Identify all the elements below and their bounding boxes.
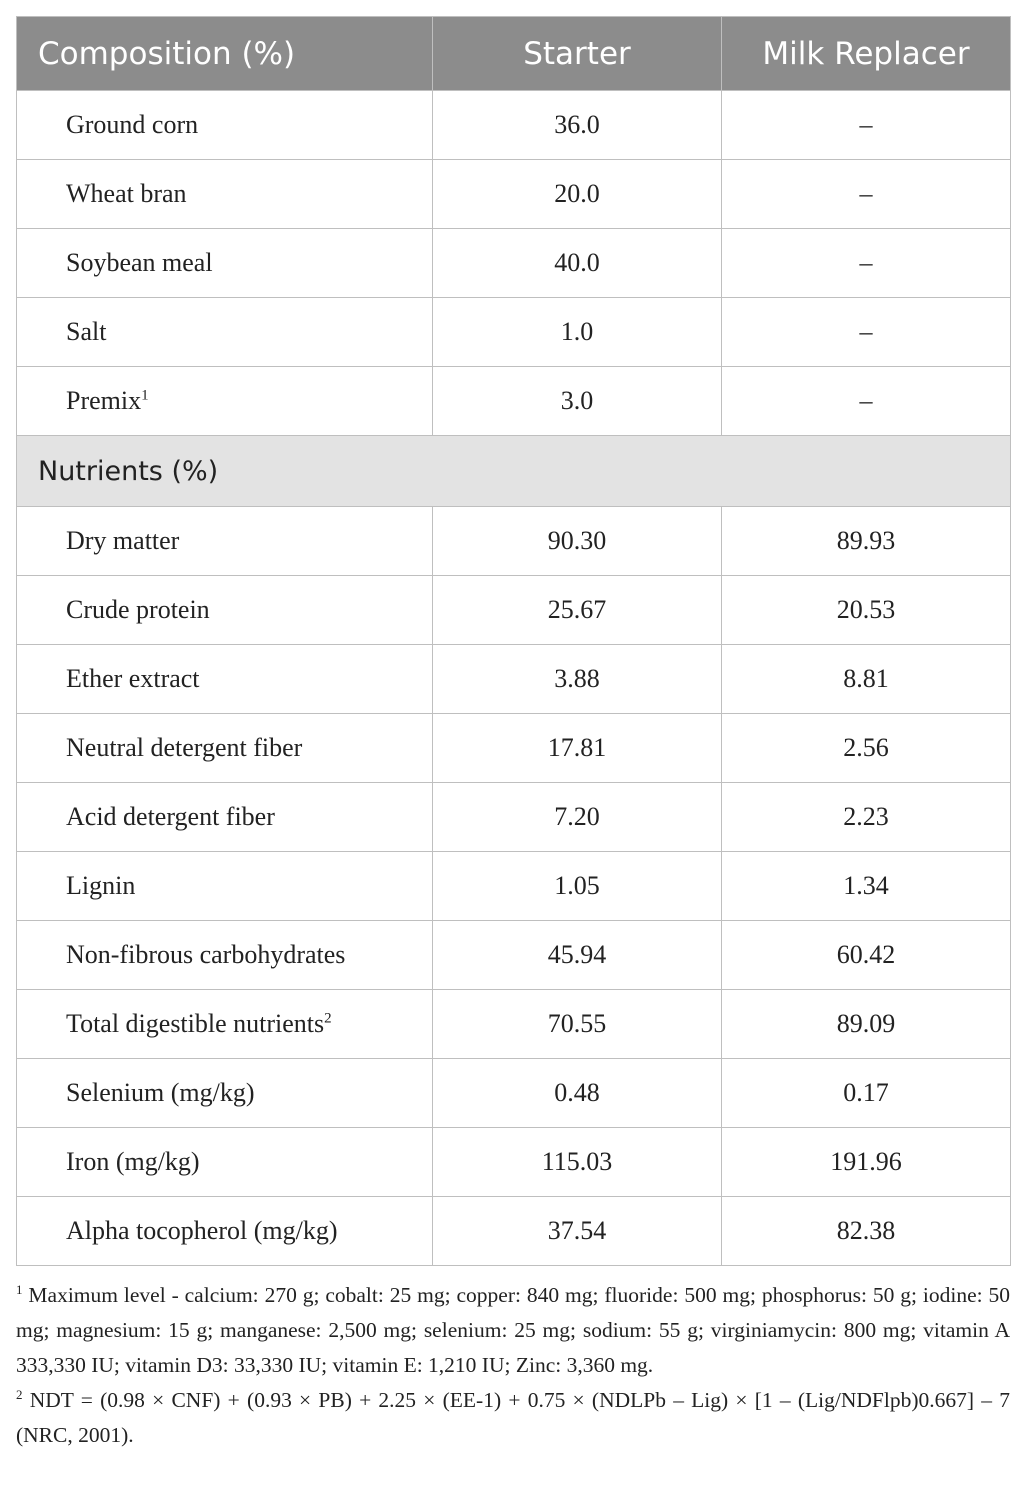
row-label: [17, 852, 433, 921]
starter-value: 1.05: [433, 852, 722, 921]
footnote-marker: 1: [141, 387, 149, 404]
footnote-text: NDT = (0.98 × CNF) + (0.93 × PB) + 2.25 × (EE-1) + 0.75 × (NDLPb – Lig) × [1 – (Lig/NDFlpb)0.667] – 7 (NRC, 2001).: [16, 1388, 1010, 1447]
footnote: [16, 1278, 1010, 1383]
starter-value: 0.48: [433, 1059, 722, 1128]
milk-replacer-value: –: [722, 229, 1011, 298]
row-label-text: Soybean meal: [66, 248, 213, 277]
table-row: [17, 229, 1011, 298]
row-label-text: Crude protein: [66, 595, 210, 624]
milk-replacer-value: 89.09: [722, 990, 1011, 1059]
row-label-text: Ether extract: [66, 664, 200, 693]
row-label: [17, 1197, 433, 1266]
row-label-text: Acid detergent fiber: [66, 802, 275, 831]
table-row: [17, 298, 1011, 367]
milk-replacer-value: 60.42: [722, 921, 1011, 990]
row-label-text: Dry matter: [66, 526, 180, 555]
milk-replacer-value: 2.56: [722, 714, 1011, 783]
milk-replacer-value: 0.17: [722, 1059, 1011, 1128]
row-label: [17, 91, 433, 160]
milk-replacer-value: 191.96: [722, 1128, 1011, 1197]
row-label: [17, 298, 433, 367]
row-label-text: Wheat bran: [66, 179, 187, 208]
composition-body: [17, 91, 1011, 436]
footnote-marker: 2: [324, 1010, 332, 1027]
starter-value: 25.67: [433, 576, 722, 645]
nutrients-section-row: [17, 436, 1011, 507]
row-label: [17, 229, 433, 298]
table-row: [17, 91, 1011, 160]
row-label-text: Alpha tocopherol (mg/kg): [66, 1216, 338, 1245]
table-row: [17, 921, 1011, 990]
nutrients-body: [17, 507, 1011, 1266]
starter-value: 37.54: [433, 1197, 722, 1266]
nutrients-section-label: Nutrients (%): [17, 436, 1011, 507]
row-label: [17, 921, 433, 990]
header-starter: Starter: [433, 17, 722, 91]
table-row: [17, 507, 1011, 576]
row-label-text: Neutral detergent fiber: [66, 733, 303, 762]
milk-replacer-value: 82.38: [722, 1197, 1011, 1266]
milk-replacer-value: 1.34: [722, 852, 1011, 921]
starter-value: 1.0: [433, 298, 722, 367]
milk-replacer-value: –: [722, 367, 1011, 436]
starter-value: 36.0: [433, 91, 722, 160]
row-label-text: Premix: [66, 386, 142, 415]
composition-table: [16, 16, 1011, 1266]
milk-replacer-value: –: [722, 160, 1011, 229]
starter-value: 115.03: [433, 1128, 722, 1197]
row-label-text: Selenium (mg/kg): [66, 1078, 255, 1107]
table-row: [17, 1197, 1011, 1266]
table-row: [17, 852, 1011, 921]
row-label-text: Non-fibrous carbohydrates: [66, 940, 346, 969]
footnote: [16, 1383, 1010, 1453]
starter-value: 3.88: [433, 645, 722, 714]
table-row: [17, 576, 1011, 645]
table-row: [17, 1059, 1011, 1128]
milk-replacer-value: 2.23: [722, 783, 1011, 852]
row-label-text: Lignin: [66, 871, 136, 900]
row-label-text: Ground corn: [66, 110, 199, 139]
footnote-number: 2: [16, 1386, 23, 1402]
row-label: [17, 507, 433, 576]
table-row: [17, 1128, 1011, 1197]
row-label: [17, 990, 433, 1059]
starter-value: 40.0: [433, 229, 722, 298]
table-row: [17, 160, 1011, 229]
footnotes: [16, 1278, 1010, 1453]
row-label: [17, 714, 433, 783]
row-label: [17, 367, 433, 436]
table-row: [17, 783, 1011, 852]
milk-replacer-value: 89.93: [722, 507, 1011, 576]
milk-replacer-value: –: [722, 91, 1011, 160]
row-label: [17, 576, 433, 645]
table-header-row: [17, 17, 1011, 91]
header-milk-replacer: Milk Replacer: [722, 17, 1011, 91]
table-row: [17, 714, 1011, 783]
table-row: [17, 645, 1011, 714]
document-page: [16, 16, 1010, 1453]
footnote-number: 1: [16, 1281, 23, 1297]
table-row: [17, 990, 1011, 1059]
starter-value: 70.55: [433, 990, 722, 1059]
row-label-text: Total digestible nutrients: [66, 1009, 325, 1038]
starter-value: 90.30: [433, 507, 722, 576]
milk-replacer-value: 8.81: [722, 645, 1011, 714]
starter-value: 20.0: [433, 160, 722, 229]
row-label-text: Iron (mg/kg): [66, 1147, 200, 1176]
milk-replacer-value: 20.53: [722, 576, 1011, 645]
row-label: [17, 783, 433, 852]
footnote-text: Maximum level - calcium: 270 g; cobalt: 25 mg; copper: 840 mg; fluoride: 500 mg; phosphorus: 50 g; iodine: 50 mg; magnesium: 15 g; manganese: 2,500 mg; selenium: 25 mg; sodium: 55 g; virginiamycin: 800 mg; vitamin A 333,330 IU; vitamin D3: 33,330 IU; vitamin E: 1,210 IU; Zinc: 3,360 mg.: [16, 1283, 1010, 1377]
milk-replacer-value: –: [722, 298, 1011, 367]
row-label: [17, 160, 433, 229]
table-row: [17, 367, 1011, 436]
row-label: [17, 645, 433, 714]
starter-value: 45.94: [433, 921, 722, 990]
header-composition: Composition (%): [17, 17, 433, 91]
starter-value: 17.81: [433, 714, 722, 783]
row-label: [17, 1059, 433, 1128]
starter-value: 3.0: [433, 367, 722, 436]
row-label-text: Salt: [66, 317, 107, 346]
row-label: [17, 1128, 433, 1197]
starter-value: 7.20: [433, 783, 722, 852]
